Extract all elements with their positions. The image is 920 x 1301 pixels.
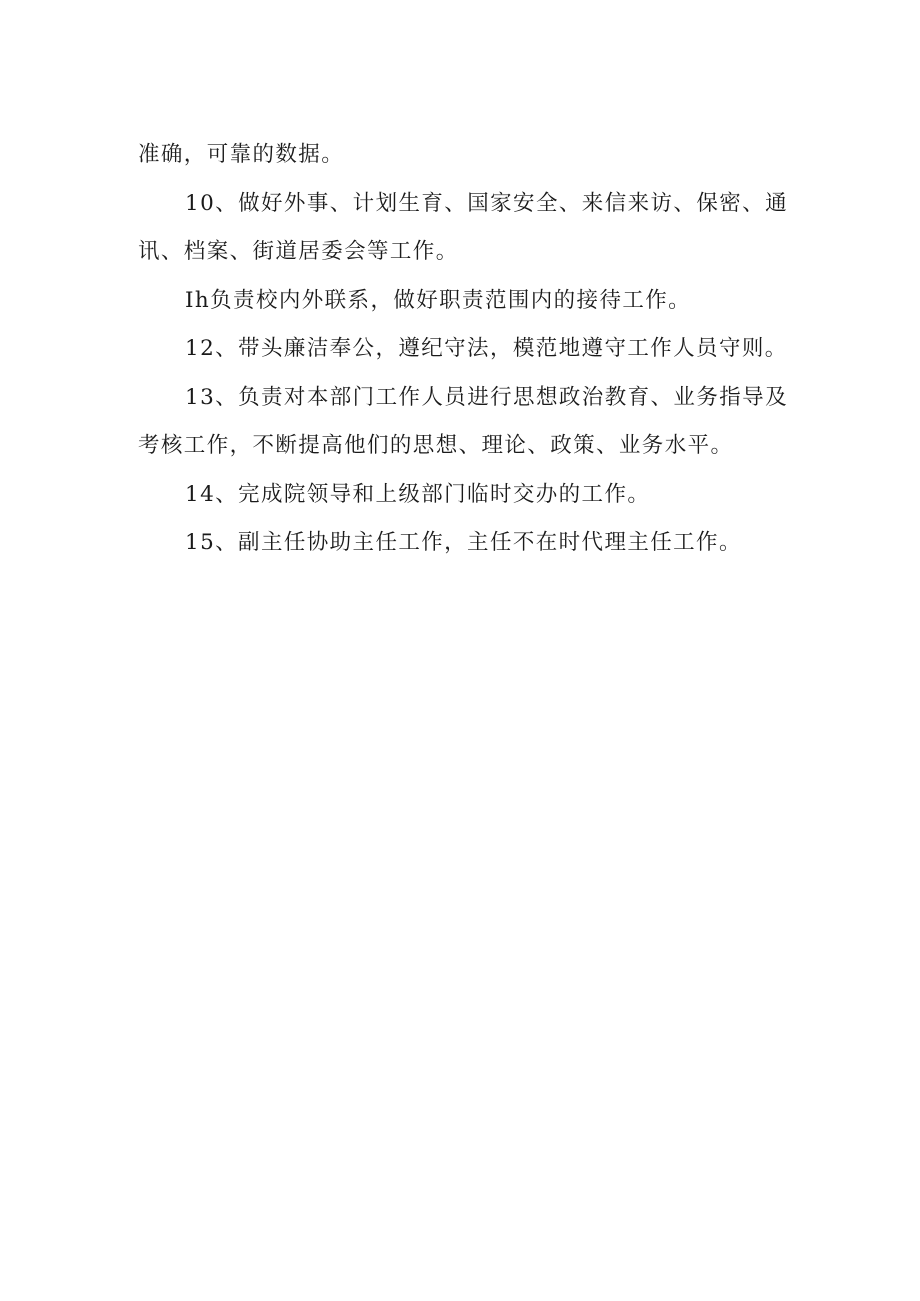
paragraph-continuation: 准确，可靠的数据。 bbox=[138, 142, 345, 167]
document-body bbox=[138, 131, 788, 568]
paragraph-item-14: 14、完成院领导和上级部门临时交办的工作。 bbox=[185, 481, 651, 507]
paragraph-item-12: 12、带头廉洁奉公，遵纪守法，模范地遵守工作人员守则。 bbox=[185, 336, 788, 361]
paragraph-item-11: Ih负责校内外联系，做好职责范围内的接待工作。 bbox=[185, 287, 692, 313]
paragraph-item-10: 10、做好外事、计划生育、国家安全、来信来访、保密、通讯、档案、街道居委会等工作。 bbox=[138, 190, 788, 264]
paragraph-item-13: 13、负责对本部门工作人员进行思想政治教育、业务指导及考核工作，不断提高他们的思想、理论、政策、业务水平。 bbox=[138, 384, 788, 458]
paragraph-item-15: 15、副主任协助主任工作，主任不在时代理主任工作。 bbox=[185, 530, 742, 555]
